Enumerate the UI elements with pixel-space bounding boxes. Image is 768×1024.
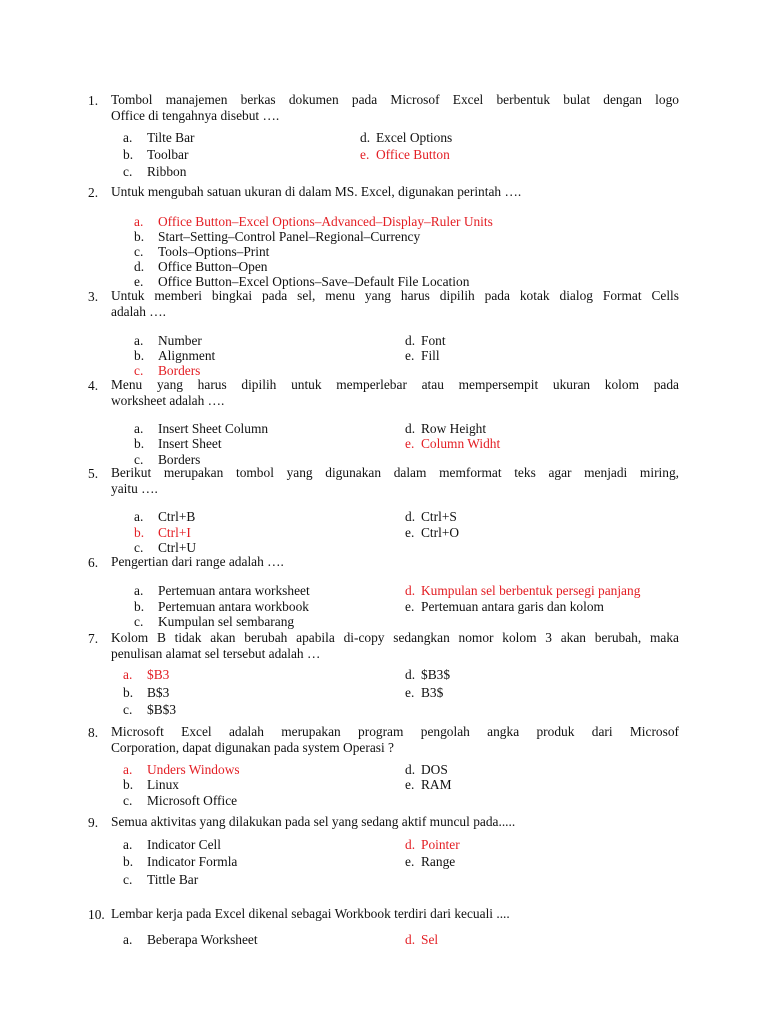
question-stem-line: Tombol manajemen berkas dokumen pada Microsof Excel berbentuk bulat dengan logo: [111, 92, 679, 107]
option-text: B3$: [421, 685, 444, 700]
option-letter: e.: [405, 685, 415, 700]
option-letter: a.: [134, 583, 144, 598]
option-letter: c.: [123, 793, 133, 808]
question-stem-line: Microsoft Excel adalah merupakan program pengolah angka produk dari Microsof: [111, 724, 679, 739]
question-stem-line: Pengertian dari range adalah ….: [111, 554, 284, 569]
option-text: Office Button: [376, 147, 450, 162]
option-text: Font: [421, 333, 446, 348]
option-text: Ribbon: [147, 164, 187, 179]
question-stem-line: penulisan alamat sel tersebut adalah …: [111, 645, 321, 661]
option-letter: a.: [123, 762, 133, 777]
question-number: 5.: [88, 466, 99, 481]
option-letter: a.: [134, 421, 144, 436]
option-text: RAM: [421, 777, 452, 792]
option-text: Borders: [158, 452, 201, 467]
option-text: Indicator Formla: [147, 854, 238, 869]
option-text: DOS: [421, 762, 448, 777]
option-text: Ctrl+U: [158, 540, 197, 555]
option-letter: e.: [405, 348, 415, 363]
option-letter: d.: [405, 509, 416, 524]
question-stem-line: Corporation, dapat digunakan pada system Operasi ?: [111, 739, 394, 755]
question-stem-line: Lembar kerja pada Excel dikenal sebagai Workbook terdiri dari kecuali ....: [111, 906, 510, 921]
option-text: Office Button–Open: [158, 259, 268, 274]
option-letter: e.: [360, 147, 370, 162]
option-text: Ctrl+B: [158, 509, 196, 524]
option-text: Kumpulan sel berbentuk persegi panjang: [421, 583, 641, 598]
option-text: Excel Options: [376, 130, 453, 145]
option-text: Number: [158, 333, 202, 348]
option-text: Range: [421, 854, 456, 869]
option-text: Pointer: [421, 837, 460, 852]
option-letter: e.: [405, 777, 415, 792]
option-letter: b.: [134, 229, 145, 244]
option-letter: d.: [405, 667, 416, 682]
option-letter: b.: [123, 147, 134, 162]
option-letter: e.: [405, 436, 415, 451]
option-text: Beberapa Worksheet: [147, 932, 258, 947]
option-text: Indicator Cell: [147, 837, 221, 852]
option-letter: d.: [405, 421, 416, 436]
option-text: $B3$: [421, 667, 451, 682]
question-stem: [111, 724, 679, 755]
question-stem-line: adalah ….: [111, 303, 167, 319]
option-text: Fill: [421, 348, 440, 363]
question-number: 3.: [88, 289, 99, 304]
option-text: Microsoft Office: [147, 793, 238, 808]
option-text: Pertemuan antara worksheet: [158, 583, 310, 598]
option-letter: b.: [134, 525, 145, 540]
option-letter: a.: [123, 837, 133, 852]
option-letter: c.: [134, 540, 144, 555]
option-text: Ctrl+O: [421, 525, 460, 540]
option-text: $B3: [147, 667, 170, 682]
option-letter: d.: [405, 762, 416, 777]
option-letter: a.: [134, 214, 144, 229]
option-letter: c.: [134, 244, 144, 259]
option-text: Column Widht: [421, 436, 501, 451]
question-number: 10.: [88, 907, 105, 922]
option-letter: a.: [123, 130, 133, 145]
option-letter: a.: [123, 667, 133, 682]
option-letter: e.: [405, 854, 415, 869]
option-letter: c.: [134, 363, 144, 378]
option-letter: b.: [123, 685, 134, 700]
option-letter: d.: [405, 333, 416, 348]
option-text: Pertemuan antara garis dan kolom: [421, 599, 604, 614]
option-letter: b.: [123, 777, 134, 792]
option-letter: e.: [134, 274, 144, 289]
option-text: Ctrl+S: [421, 509, 457, 524]
question-stem-line: Berikut merupakan tombol yang digunakan dalam memformat teks agar menjadi miring,: [111, 465, 679, 480]
question-number: 2.: [88, 185, 99, 200]
option-text: Sel: [421, 932, 439, 947]
question-stem-line: Kolom B tidak akan berubah apabila di-copy sedangkan nomor kolom 3 akan berubah, maka: [111, 630, 679, 645]
option-text: Alignment: [158, 348, 216, 363]
option-text: Tilte Bar: [147, 130, 195, 145]
question-stem: [111, 554, 679, 570]
option-letter: a.: [134, 333, 144, 348]
option-text: Row Height: [421, 421, 487, 436]
option-letter: a.: [123, 932, 133, 947]
question-number: 9.: [88, 815, 99, 830]
option-letter: e.: [405, 599, 415, 614]
question-stem-line: Untuk memberi bingkai pada sel, menu yang harus dipilih pada kotak dialog Format Cells: [111, 288, 679, 303]
option-text: Insert Sheet: [158, 436, 222, 451]
option-text: Unders Windows: [147, 762, 240, 777]
question-stem-line: Menu yang harus dipilih untuk memperlebar atau mempersempit ukuran kolom pada: [111, 377, 679, 392]
question-stem-line: Untuk mengubah satuan ukuran di dalam MS. Excel, digunakan perintah ….: [111, 184, 522, 199]
option-letter: d.: [360, 130, 371, 145]
option-letter: c.: [134, 452, 144, 467]
option-letter: e.: [405, 525, 415, 540]
option-text: Kumpulan sel sembarang: [158, 614, 295, 629]
option-text: Pertemuan antara workbook: [158, 599, 309, 614]
option-letter: d.: [405, 932, 416, 947]
option-letter: a.: [134, 509, 144, 524]
option-letter: b.: [123, 854, 134, 869]
question-stem: [111, 288, 679, 319]
question-stem: [111, 814, 679, 830]
option-text: Linux: [147, 777, 179, 792]
option-letter: b.: [134, 599, 145, 614]
option-letter: b.: [134, 348, 145, 363]
question-number: 7.: [88, 631, 99, 646]
question-stem-line: yaitu ….: [111, 480, 158, 496]
option-text: Office Button–Excel Options–Advanced–Display–Ruler Units: [158, 214, 493, 229]
option-letter: d.: [405, 837, 416, 852]
option-letter: b.: [134, 436, 145, 451]
option-text: Toolbar: [147, 147, 189, 162]
question-stem: [111, 377, 679, 408]
option-text: Start–Setting–Control Panel–Regional–Currency: [158, 229, 421, 244]
question-stem-line: Office di tengahnya disebut ….: [111, 107, 280, 123]
option-text: Office Button–Excel Options–Save–Default File Location: [158, 274, 470, 289]
option-letter: c.: [123, 164, 133, 179]
question-stem: [111, 465, 679, 496]
option-text: Ctrl+I: [158, 525, 191, 540]
question-stem-line: worksheet adalah ….: [111, 392, 225, 408]
option-letter: c.: [123, 702, 133, 717]
question-stem: [111, 630, 679, 661]
question-number: 8.: [88, 725, 99, 740]
option-text: Tittle Bar: [147, 872, 199, 887]
question-stem: [111, 92, 679, 123]
option-text: Tools–Options–Print: [158, 244, 270, 259]
question-number: 4.: [88, 378, 99, 393]
option-letter: d.: [134, 259, 145, 274]
question-stem: [111, 184, 679, 200]
option-text: Borders: [158, 363, 201, 378]
option-text: B$3: [147, 685, 170, 700]
option-text: $B$3: [147, 702, 177, 717]
option-letter: c.: [123, 872, 133, 887]
question-stem-line: Semua aktivitas yang dilakukan pada sel yang sedang aktif muncul pada.....: [111, 814, 516, 829]
question-number: 1.: [88, 93, 99, 108]
option-letter: c.: [134, 614, 144, 629]
option-letter: d.: [405, 583, 416, 598]
question-stem: [111, 906, 679, 922]
question-number: 6.: [88, 555, 99, 570]
option-text: Insert Sheet Column: [158, 421, 269, 436]
